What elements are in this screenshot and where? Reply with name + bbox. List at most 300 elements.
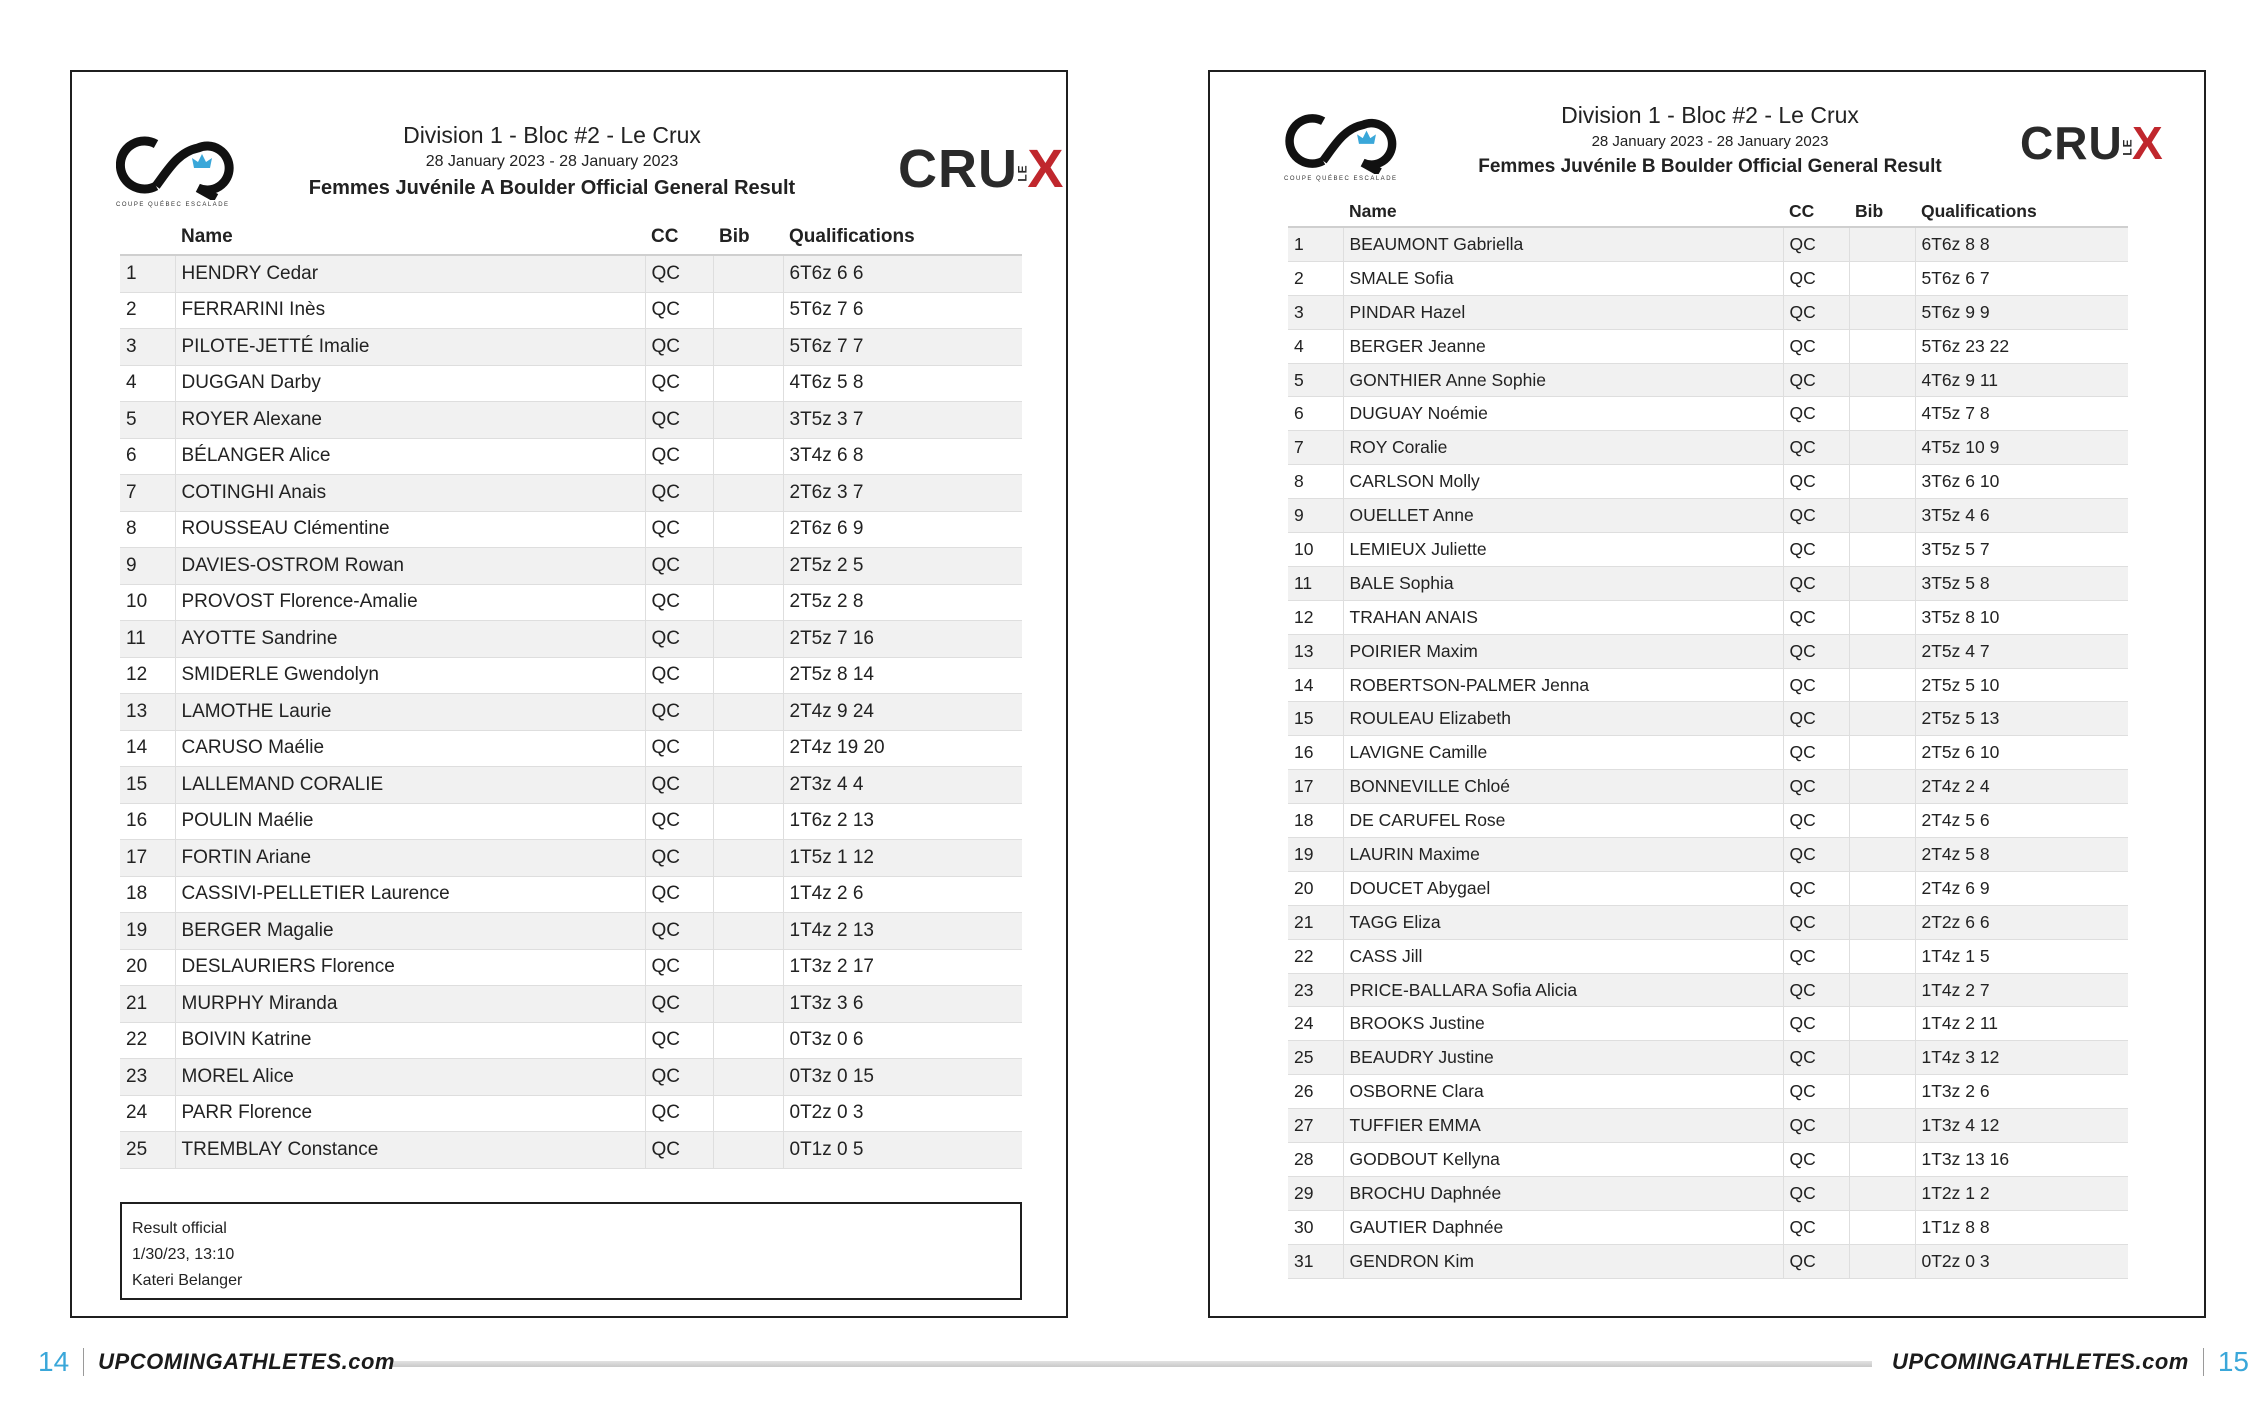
rank-cell: 8 [120, 511, 175, 548]
athlete-name-cell: BÉLANGER Alice [175, 438, 645, 475]
results-table [120, 220, 1022, 1169]
footer-right [1892, 1342, 2249, 1382]
qualifications-cell: 2T2z 6 6 [1915, 905, 2128, 939]
athlete-name-cell: POULIN Maélie [175, 803, 645, 840]
rank-cell: 22 [1288, 939, 1343, 973]
table-row [120, 986, 1022, 1023]
rank-cell: 9 [1288, 499, 1343, 533]
qualifications-cell: 2T5z 6 10 [1915, 736, 2128, 770]
country-code-cell: QC [1783, 973, 1849, 1007]
athlete-name-cell: COTINGHI Anais [175, 475, 645, 512]
qualifications-cell: 1T3z 2 6 [1915, 1075, 2128, 1109]
table-row [120, 475, 1022, 512]
bib-cell [1849, 1041, 1915, 1075]
athlete-name-cell: AYOTTE Sandrine [175, 621, 645, 658]
table-row [1288, 566, 2128, 600]
rank-cell: 1 [1288, 227, 1343, 261]
qualifications-cell: 3T5z 5 7 [1915, 533, 2128, 567]
qualifications-cell: 5T6z 7 7 [783, 329, 1022, 366]
table-row [1288, 973, 2128, 1007]
country-code-cell: QC [645, 1022, 713, 1059]
bib-cell [713, 694, 783, 731]
bib-cell [1849, 465, 1915, 499]
official-timestamp: 1/30/23, 13:10 [132, 1246, 235, 1263]
qualifications-cell: 2T5z 2 5 [783, 548, 1022, 585]
col-name: Name [175, 220, 645, 255]
report-header [272, 122, 832, 200]
table-row [120, 621, 1022, 658]
athlete-name-cell: BALE Sophia [1343, 566, 1783, 600]
bib-cell [1849, 533, 1915, 567]
qualifications-cell: 1T4z 2 7 [1915, 973, 2128, 1007]
page-number-right: 15 [2217, 1346, 2249, 1377]
brand-logo-left: UPCOMINGATHLETES.com [98, 1349, 395, 1374]
qualifications-cell: 2T5z 7 16 [783, 621, 1022, 658]
rank-cell: 4 [1288, 329, 1343, 363]
table-row [120, 329, 1022, 366]
athlete-name-cell: GONTHIER Anne Sophie [1343, 363, 1783, 397]
qualifications-cell: 1T3z 2 17 [783, 949, 1022, 986]
country-code-cell: QC [645, 767, 713, 804]
qualifications-cell: 4T5z 7 8 [1915, 397, 2128, 431]
table-row [1288, 431, 2128, 465]
table-row [1288, 465, 2128, 499]
rank-cell: 10 [120, 584, 175, 621]
bib-cell [1849, 736, 1915, 770]
bib-cell [713, 584, 783, 621]
athlete-name-cell: BERGER Magalie [175, 913, 645, 950]
rank-cell: 5 [1288, 363, 1343, 397]
qualifications-cell: 6T6z 8 8 [1915, 227, 2128, 261]
country-code-cell: QC [645, 730, 713, 767]
table-row [1288, 295, 2128, 329]
athlete-name-cell: BERGER Jeanne [1343, 329, 1783, 363]
athlete-name-cell: FORTIN Ariane [175, 840, 645, 877]
table-row [1288, 533, 2128, 567]
qualifications-cell: 2T3z 4 4 [783, 767, 1022, 804]
rank-cell: 25 [1288, 1041, 1343, 1075]
coupe-quebec-logo-text: COUPE QUÉBEC ESCALADE [1284, 176, 1398, 182]
country-code-cell: QC [1783, 227, 1849, 261]
country-code-cell: QC [1783, 533, 1849, 567]
rank-cell: 26 [1288, 1075, 1343, 1109]
results-page-right [1208, 70, 2206, 1318]
athlete-name-cell: BEAUMONT Gabriella [1343, 227, 1783, 261]
country-code-cell: QC [645, 402, 713, 439]
table-row [1288, 363, 2128, 397]
bib-cell [1849, 668, 1915, 702]
table-row [1288, 499, 2128, 533]
athlete-name-cell: GAUTIER Daphnée [1343, 1210, 1783, 1244]
table-header-row [120, 220, 1022, 255]
qualifications-cell: 1T4z 3 12 [1915, 1041, 2128, 1075]
bib-cell [713, 365, 783, 402]
report-header [1430, 102, 1990, 178]
col-bib: Bib [1849, 196, 1915, 227]
bib-cell [1849, 363, 1915, 397]
rank-cell: 14 [1288, 668, 1343, 702]
country-code-cell: QC [645, 475, 713, 512]
qualifications-cell: 3T5z 5 8 [1915, 566, 2128, 600]
table-row [120, 767, 1022, 804]
table-row [1288, 1041, 2128, 1075]
table-row [120, 694, 1022, 731]
bib-cell [1849, 1210, 1915, 1244]
bib-cell [1849, 871, 1915, 905]
rank-cell: 12 [1288, 600, 1343, 634]
col-bib: Bib [713, 220, 783, 255]
country-code-cell: QC [645, 949, 713, 986]
qualifications-cell: 1T4z 1 5 [1915, 939, 2128, 973]
country-code-cell: QC [645, 913, 713, 950]
athlete-name-cell: TUFFIER EMMA [1343, 1109, 1783, 1143]
country-code-cell: QC [645, 329, 713, 366]
bib-cell [713, 438, 783, 475]
table-row [120, 840, 1022, 877]
athlete-name-cell: DOUCET Abygael [1343, 871, 1783, 905]
table-row [120, 876, 1022, 913]
qualifications-cell: 0T2z 0 3 [1915, 1244, 2128, 1278]
country-code-cell: QC [1783, 804, 1849, 838]
qualifications-cell: 1T3z 4 12 [1915, 1109, 2128, 1143]
table-row [1288, 1143, 2128, 1177]
athlete-name-cell: CASS Jill [1343, 939, 1783, 973]
coupe-quebec-logo [1284, 108, 1400, 182]
bib-cell [1849, 329, 1915, 363]
country-code-cell: QC [645, 657, 713, 694]
country-code-cell: QC [1783, 329, 1849, 363]
athlete-name-cell: BOIVIN Katrine [175, 1022, 645, 1059]
bib-cell [713, 876, 783, 913]
country-code-cell: QC [645, 292, 713, 329]
qualifications-cell: 2T5z 4 7 [1915, 634, 2128, 668]
bib-cell [713, 402, 783, 439]
bib-cell [713, 949, 783, 986]
crux-logo-le: LE [2120, 138, 2135, 156]
athlete-name-cell: GENDRON Kim [1343, 1244, 1783, 1278]
bib-cell [713, 840, 783, 877]
qualifications-cell: 6T6z 6 6 [783, 255, 1022, 292]
country-code-cell: QC [1783, 566, 1849, 600]
country-code-cell: QC [645, 1059, 713, 1096]
athlete-name-cell: CASSIVI-PELLETIER Laurence [175, 876, 645, 913]
rank-cell: 11 [120, 621, 175, 658]
col-qualifications: Qualifications [1915, 196, 2128, 227]
bib-cell [1849, 634, 1915, 668]
table-header-row [1288, 196, 2128, 227]
country-code-cell: QC [645, 803, 713, 840]
country-code-cell: QC [1783, 1109, 1849, 1143]
athlete-name-cell: ROY Coralie [1343, 431, 1783, 465]
footer-divider [83, 1348, 84, 1376]
qualifications-cell: 2T4z 5 6 [1915, 804, 2128, 838]
country-code-cell: QC [645, 255, 713, 292]
rank-cell: 13 [120, 694, 175, 731]
athlete-name-cell: ROYER Alexane [175, 402, 645, 439]
country-code-cell: QC [645, 511, 713, 548]
rank-cell: 29 [1288, 1176, 1343, 1210]
country-code-cell: QC [1783, 1041, 1849, 1075]
athlete-name-cell: DUGGAN Darby [175, 365, 645, 402]
athlete-name-cell: CARLSON Molly [1343, 465, 1783, 499]
country-code-cell: QC [1783, 736, 1849, 770]
country-code-cell: QC [1783, 668, 1849, 702]
bib-cell [1849, 973, 1915, 1007]
table-row [1288, 736, 2128, 770]
col-rank [1288, 196, 1343, 227]
report-subtitle: Femmes Juvénile A Boulder Official General Result [308, 177, 796, 199]
qualifications-cell: 5T6z 23 22 [1915, 329, 2128, 363]
athlete-name-cell: PARR Florence [175, 1095, 645, 1132]
rank-cell: 14 [120, 730, 175, 767]
bib-cell [1849, 566, 1915, 600]
qualifications-cell: 0T3z 0 6 [783, 1022, 1022, 1059]
official-signer: Kateri Belanger [132, 1272, 243, 1289]
athlete-name-cell: LAMOTHE Laurie [175, 694, 645, 731]
qualifications-cell: 2T6z 3 7 [783, 475, 1022, 512]
bib-cell [1849, 1075, 1915, 1109]
country-code-cell: QC [1783, 363, 1849, 397]
le-crux-logo [898, 139, 1065, 199]
country-code-cell: QC [1783, 1176, 1849, 1210]
country-code-cell: QC [1783, 702, 1849, 736]
col-cc: CC [645, 220, 713, 255]
athlete-name-cell: POIRIER Maxim [1343, 634, 1783, 668]
table-row [1288, 1210, 2128, 1244]
athlete-name-cell: LAURIN Maxime [1343, 838, 1783, 872]
rank-cell: 2 [1288, 261, 1343, 295]
rank-cell: 13 [1288, 634, 1343, 668]
athlete-name-cell: FERRARINI Inès [175, 292, 645, 329]
table-row [120, 803, 1022, 840]
qualifications-cell: 2T5z 8 14 [783, 657, 1022, 694]
bib-cell [1849, 1244, 1915, 1278]
table-row [120, 365, 1022, 402]
country-code-cell: QC [1783, 1244, 1849, 1278]
results-table-body [1288, 227, 2128, 1278]
table-row [120, 402, 1022, 439]
rank-cell: 16 [120, 803, 175, 840]
coupe-quebec-logo-text: COUPE QUÉBEC ESCALADE [116, 202, 230, 208]
report-title: Division 1 - Bloc #2 - Le Crux [1561, 102, 1859, 128]
report-dates: 28 January 2023 - 28 January 2023 [1591, 133, 1829, 150]
athlete-name-cell: TAGG Eliza [1343, 905, 1783, 939]
athlete-name-cell: BEAUDRY Justine [1343, 1041, 1783, 1075]
bib-cell [1849, 702, 1915, 736]
table-row [120, 1095, 1022, 1132]
athlete-name-cell: PILOTE-JETTÉ Imalie [175, 329, 645, 366]
rank-cell: 24 [120, 1095, 175, 1132]
rank-cell: 11 [1288, 566, 1343, 600]
table-row [1288, 329, 2128, 363]
country-code-cell: QC [1783, 431, 1849, 465]
col-rank [120, 220, 175, 255]
athlete-name-cell: LAVIGNE Camille [1343, 736, 1783, 770]
country-code-cell: QC [645, 876, 713, 913]
bib-cell [1849, 838, 1915, 872]
bib-cell [1849, 770, 1915, 804]
bib-cell [713, 803, 783, 840]
athlete-name-cell: MOREL Alice [175, 1059, 645, 1096]
footer-left [38, 1342, 395, 1382]
table-row [120, 292, 1022, 329]
bib-cell [1849, 295, 1915, 329]
qualifications-cell: 1T5z 1 12 [783, 840, 1022, 877]
table-row [1288, 804, 2128, 838]
country-code-cell: QC [1783, 905, 1849, 939]
table-row [1288, 1109, 2128, 1143]
crux-logo-cru: CRU [898, 139, 1018, 199]
qualifications-cell: 1T4z 2 11 [1915, 1007, 2128, 1041]
country-code-cell: QC [1783, 1075, 1849, 1109]
qualifications-cell: 0T1z 0 5 [783, 1132, 1022, 1169]
athlete-name-cell: DE CARUFEL Rose [1343, 804, 1783, 838]
athlete-name-cell: ROUSSEAU Clémentine [175, 511, 645, 548]
athlete-name-cell: PROVOST Florence-Amalie [175, 584, 645, 621]
bib-cell [713, 255, 783, 292]
bib-cell [713, 1132, 783, 1169]
rank-cell: 17 [1288, 770, 1343, 804]
rank-cell: 28 [1288, 1143, 1343, 1177]
bib-cell [1849, 939, 1915, 973]
athlete-name-cell: ROULEAU Elizabeth [1343, 702, 1783, 736]
table-row [1288, 1075, 2128, 1109]
qualifications-cell: 3T5z 4 6 [1915, 499, 2128, 533]
table-row [1288, 702, 2128, 736]
qualifications-cell: 2T4z 6 9 [1915, 871, 2128, 905]
table-row [1288, 600, 2128, 634]
rank-cell: 6 [120, 438, 175, 475]
table-row [1288, 838, 2128, 872]
rank-cell: 7 [1288, 431, 1343, 465]
qualifications-cell: 0T3z 0 15 [783, 1059, 1022, 1096]
qualifications-cell: 1T1z 8 8 [1915, 1210, 2128, 1244]
rank-cell: 24 [1288, 1007, 1343, 1041]
rank-cell: 21 [120, 986, 175, 1023]
table-row [1288, 871, 2128, 905]
table-row [120, 1059, 1022, 1096]
athlete-name-cell: SMIDERLE Gwendolyn [175, 657, 645, 694]
results-table [1288, 196, 2128, 1279]
athlete-name-cell: LEMIEUX Juliette [1343, 533, 1783, 567]
coupe-quebec-logo [116, 130, 236, 208]
athlete-name-cell: MURPHY Miranda [175, 986, 645, 1023]
athlete-name-cell: GODBOUT Kellyna [1343, 1143, 1783, 1177]
table-row [1288, 939, 2128, 973]
table-row [1288, 1007, 2128, 1041]
rank-cell: 15 [120, 767, 175, 804]
rank-cell: 16 [1288, 736, 1343, 770]
table-row [1288, 668, 2128, 702]
country-code-cell: QC [1783, 634, 1849, 668]
bib-cell [713, 1059, 783, 1096]
athlete-name-cell: BROOKS Justine [1343, 1007, 1783, 1041]
bib-cell [1849, 1143, 1915, 1177]
col-name: Name [1343, 196, 1783, 227]
page-number-left: 14 [38, 1346, 70, 1377]
country-code-cell: QC [645, 584, 713, 621]
qualifications-cell: 2T4z 2 4 [1915, 770, 2128, 804]
bib-cell [1849, 1109, 1915, 1143]
report-subtitle: Femmes Juvénile B Boulder Official General Result [1478, 156, 1942, 177]
country-code-cell: QC [645, 548, 713, 585]
bib-cell [713, 1095, 783, 1132]
qualifications-cell: 1T4z 2 6 [783, 876, 1022, 913]
athlete-name-cell: BONNEVILLE Chloé [1343, 770, 1783, 804]
country-code-cell: QC [645, 1132, 713, 1169]
country-code-cell: QC [645, 840, 713, 877]
bib-cell [1849, 431, 1915, 465]
rank-cell: 10 [1288, 533, 1343, 567]
rank-cell: 9 [120, 548, 175, 585]
qualifications-cell: 4T6z 5 8 [783, 365, 1022, 402]
country-code-cell: QC [645, 621, 713, 658]
qualifications-cell: 2T4z 5 8 [1915, 838, 2128, 872]
rank-cell: 23 [120, 1059, 175, 1096]
qualifications-cell: 2T5z 5 10 [1915, 668, 2128, 702]
table-row [1288, 1176, 2128, 1210]
athlete-name-cell: PRICE-BALLARA Sofia Alicia [1343, 973, 1783, 1007]
country-code-cell: QC [1783, 465, 1849, 499]
qualifications-cell: 3T5z 8 10 [1915, 600, 2128, 634]
rank-cell: 3 [1288, 295, 1343, 329]
country-code-cell: QC [1783, 770, 1849, 804]
country-code-cell: QC [645, 1095, 713, 1132]
official-status: Result official [132, 1220, 227, 1237]
bib-cell [1849, 804, 1915, 838]
rank-cell: 31 [1288, 1244, 1343, 1278]
qualifications-cell: 2T5z 2 8 [783, 584, 1022, 621]
rank-cell: 19 [1288, 838, 1343, 872]
qualifications-cell: 3T5z 3 7 [783, 402, 1022, 439]
qualifications-cell: 3T6z 6 10 [1915, 465, 2128, 499]
qualifications-cell: 1T3z 13 16 [1915, 1143, 2128, 1177]
country-code-cell: QC [1783, 871, 1849, 905]
country-code-cell: QC [1783, 838, 1849, 872]
table-row [120, 255, 1022, 292]
le-crux-logo [2020, 117, 2164, 169]
rank-cell: 22 [120, 1022, 175, 1059]
bib-cell [1849, 261, 1915, 295]
bib-cell [1849, 600, 1915, 634]
athlete-name-cell: OUELLET Anne [1343, 499, 1783, 533]
bib-cell [713, 767, 783, 804]
rank-cell: 3 [120, 329, 175, 366]
crux-logo-cru: CRU [2020, 117, 2123, 169]
brand-logo-right: UPCOMINGATHLETES.com [1892, 1349, 2189, 1374]
bib-cell [713, 913, 783, 950]
table-row [1288, 1244, 2128, 1278]
table-row [1288, 634, 2128, 668]
crux-logo-le: LE [1015, 164, 1030, 182]
country-code-cell: QC [645, 365, 713, 402]
bib-cell [1849, 227, 1915, 261]
rank-cell: 23 [1288, 973, 1343, 1007]
rank-cell: 15 [1288, 702, 1343, 736]
rank-cell: 17 [120, 840, 175, 877]
rank-cell: 7 [120, 475, 175, 512]
athlete-name-cell: SMALE Sofia [1343, 261, 1783, 295]
table-row [120, 949, 1022, 986]
country-code-cell: QC [1783, 1007, 1849, 1041]
bib-cell [713, 548, 783, 585]
athlete-name-cell: BROCHU Daphnée [1343, 1176, 1783, 1210]
country-code-cell: QC [1783, 939, 1849, 973]
table-row [120, 1022, 1022, 1059]
athlete-name-cell: DUGUAY Noémie [1343, 397, 1783, 431]
table-row [1288, 770, 2128, 804]
table-row [120, 438, 1022, 475]
